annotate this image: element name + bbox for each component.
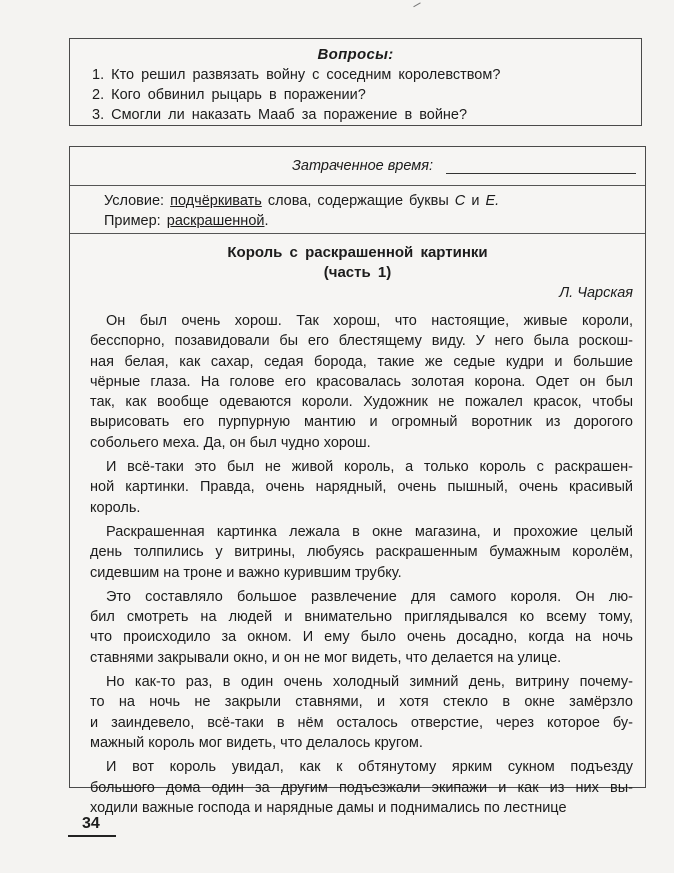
example-word: раскрашенной: [166, 213, 265, 229]
story-line: бил смотреть на людей и внимательно приглядывался ко всему тому,: [90, 609, 633, 626]
story-line: бесспорно, позавидовали бы его блестящему виду. У него была роскош-: [90, 333, 633, 350]
story-title-block: [70, 243, 645, 283]
questions-box: [69, 38, 642, 126]
story-subtitle: (часть 1): [323, 264, 392, 281]
condition-line: [104, 191, 645, 211]
story-line: мажный король мог видеть, что делалось кругом.: [90, 734, 423, 751]
story-line: так, как вообще одеваются короли. Художник не пожалел красок, чтобы: [90, 394, 633, 411]
condition-letter-s: С: [454, 193, 466, 209]
page-number-rule: [68, 835, 116, 837]
story-paragraph: [90, 522, 633, 583]
story-line: собольего меха. Да, он был чудно хорош.: [90, 434, 371, 451]
story-line: Он был очень хорош. Так хорош, что настоящие, живые короли,: [106, 313, 633, 329]
condition-underlined-word: подчёркивать: [170, 193, 262, 209]
time-row: [70, 147, 645, 186]
story-title: Король с раскрашенной картинки: [227, 244, 488, 261]
stray-mark: [413, 2, 422, 10]
condition-and: и: [471, 193, 480, 209]
story-line: Это составляло большое развлечение для самого короля. Он лю-: [106, 588, 633, 605]
story-line: сидевшим на троне и важно курившим трубку.: [90, 564, 402, 581]
example-label: Пример:: [104, 213, 161, 229]
story-line: большого дома один за другим подъезжали экипажи и как из них вы-: [90, 779, 633, 796]
story-line: король.: [90, 499, 141, 516]
questions-list: [92, 65, 641, 125]
story-line: ходили важные господа и нарядные дамы и поднимались по лестнице: [90, 799, 567, 816]
story-line: чёрные глаза. На голове его красовалась золотая корона. Одет он был: [90, 373, 633, 390]
question-item: 3. Смогли ли наказать Мааб за поражение в войне?: [92, 107, 468, 123]
story-line: И вот король увидал, как к обтянутому ярким сукном подъезду: [106, 759, 633, 776]
story-line: что происходило за окном. И ему было очень досадно, когда на ночь: [90, 629, 633, 646]
questions-title: Вопросы:: [317, 46, 394, 63]
example-end: .: [264, 213, 269, 229]
time-input-line[interactable]: [446, 173, 636, 174]
story-line: ставнями закрывали окно, и он не мог видеть, что делается на улице.: [90, 649, 562, 666]
condition-label: Условие:: [104, 193, 165, 209]
story-author: Л. Чарская: [559, 285, 633, 301]
story-line: ная белая, как сахар, седая борода, такие же седые кудри и большие: [90, 353, 633, 370]
question-item: 2. Кого обвинил рыцарь в поражении?: [92, 87, 366, 103]
story-line: вырисовать его пурпурную мантию и огромный воротник из дорогого: [90, 414, 633, 431]
story-paragraph: [90, 672, 633, 753]
time-label: Затраченное время:: [292, 158, 433, 174]
example-line: [104, 211, 645, 231]
story-paragraph: [90, 587, 633, 668]
story-line: И всё-таки это был не живой король, а только король с раскрашен-: [106, 459, 633, 476]
condition-row: [70, 186, 645, 234]
story-paragraph: [90, 457, 633, 518]
question-item: 1. Кто решил развязать войну с соседним королевством?: [92, 67, 501, 83]
story-line: и заиндевело, всё-таки в нём осталось отверстие, через которое бу-: [90, 714, 633, 731]
story-line: то на ночь не закрыли ставнями, и хотя стекло в окне замёрзло: [90, 694, 633, 711]
story-line: день толпились у витрины, любуясь раскрашенным бумажным королём,: [90, 544, 633, 561]
reading-box: [69, 146, 646, 816]
condition-text: слова, содержащие буквы: [267, 193, 449, 209]
story-paragraph: [90, 757, 633, 818]
page-number: 34: [82, 815, 100, 832]
condition-letter-e: Е.: [485, 193, 500, 209]
story-line: Раскрашенная картинка лежала в окне магазина, и прохожие целый: [106, 523, 633, 540]
story-line: Но как-то раз, в один очень холодный зимний день, витрину почему-: [106, 674, 633, 691]
story-line: ной картинки. Правда, очень нарядный, очень пышный, очень красивый: [90, 479, 633, 496]
story-text: [70, 301, 645, 818]
story-paragraph: [90, 311, 633, 453]
